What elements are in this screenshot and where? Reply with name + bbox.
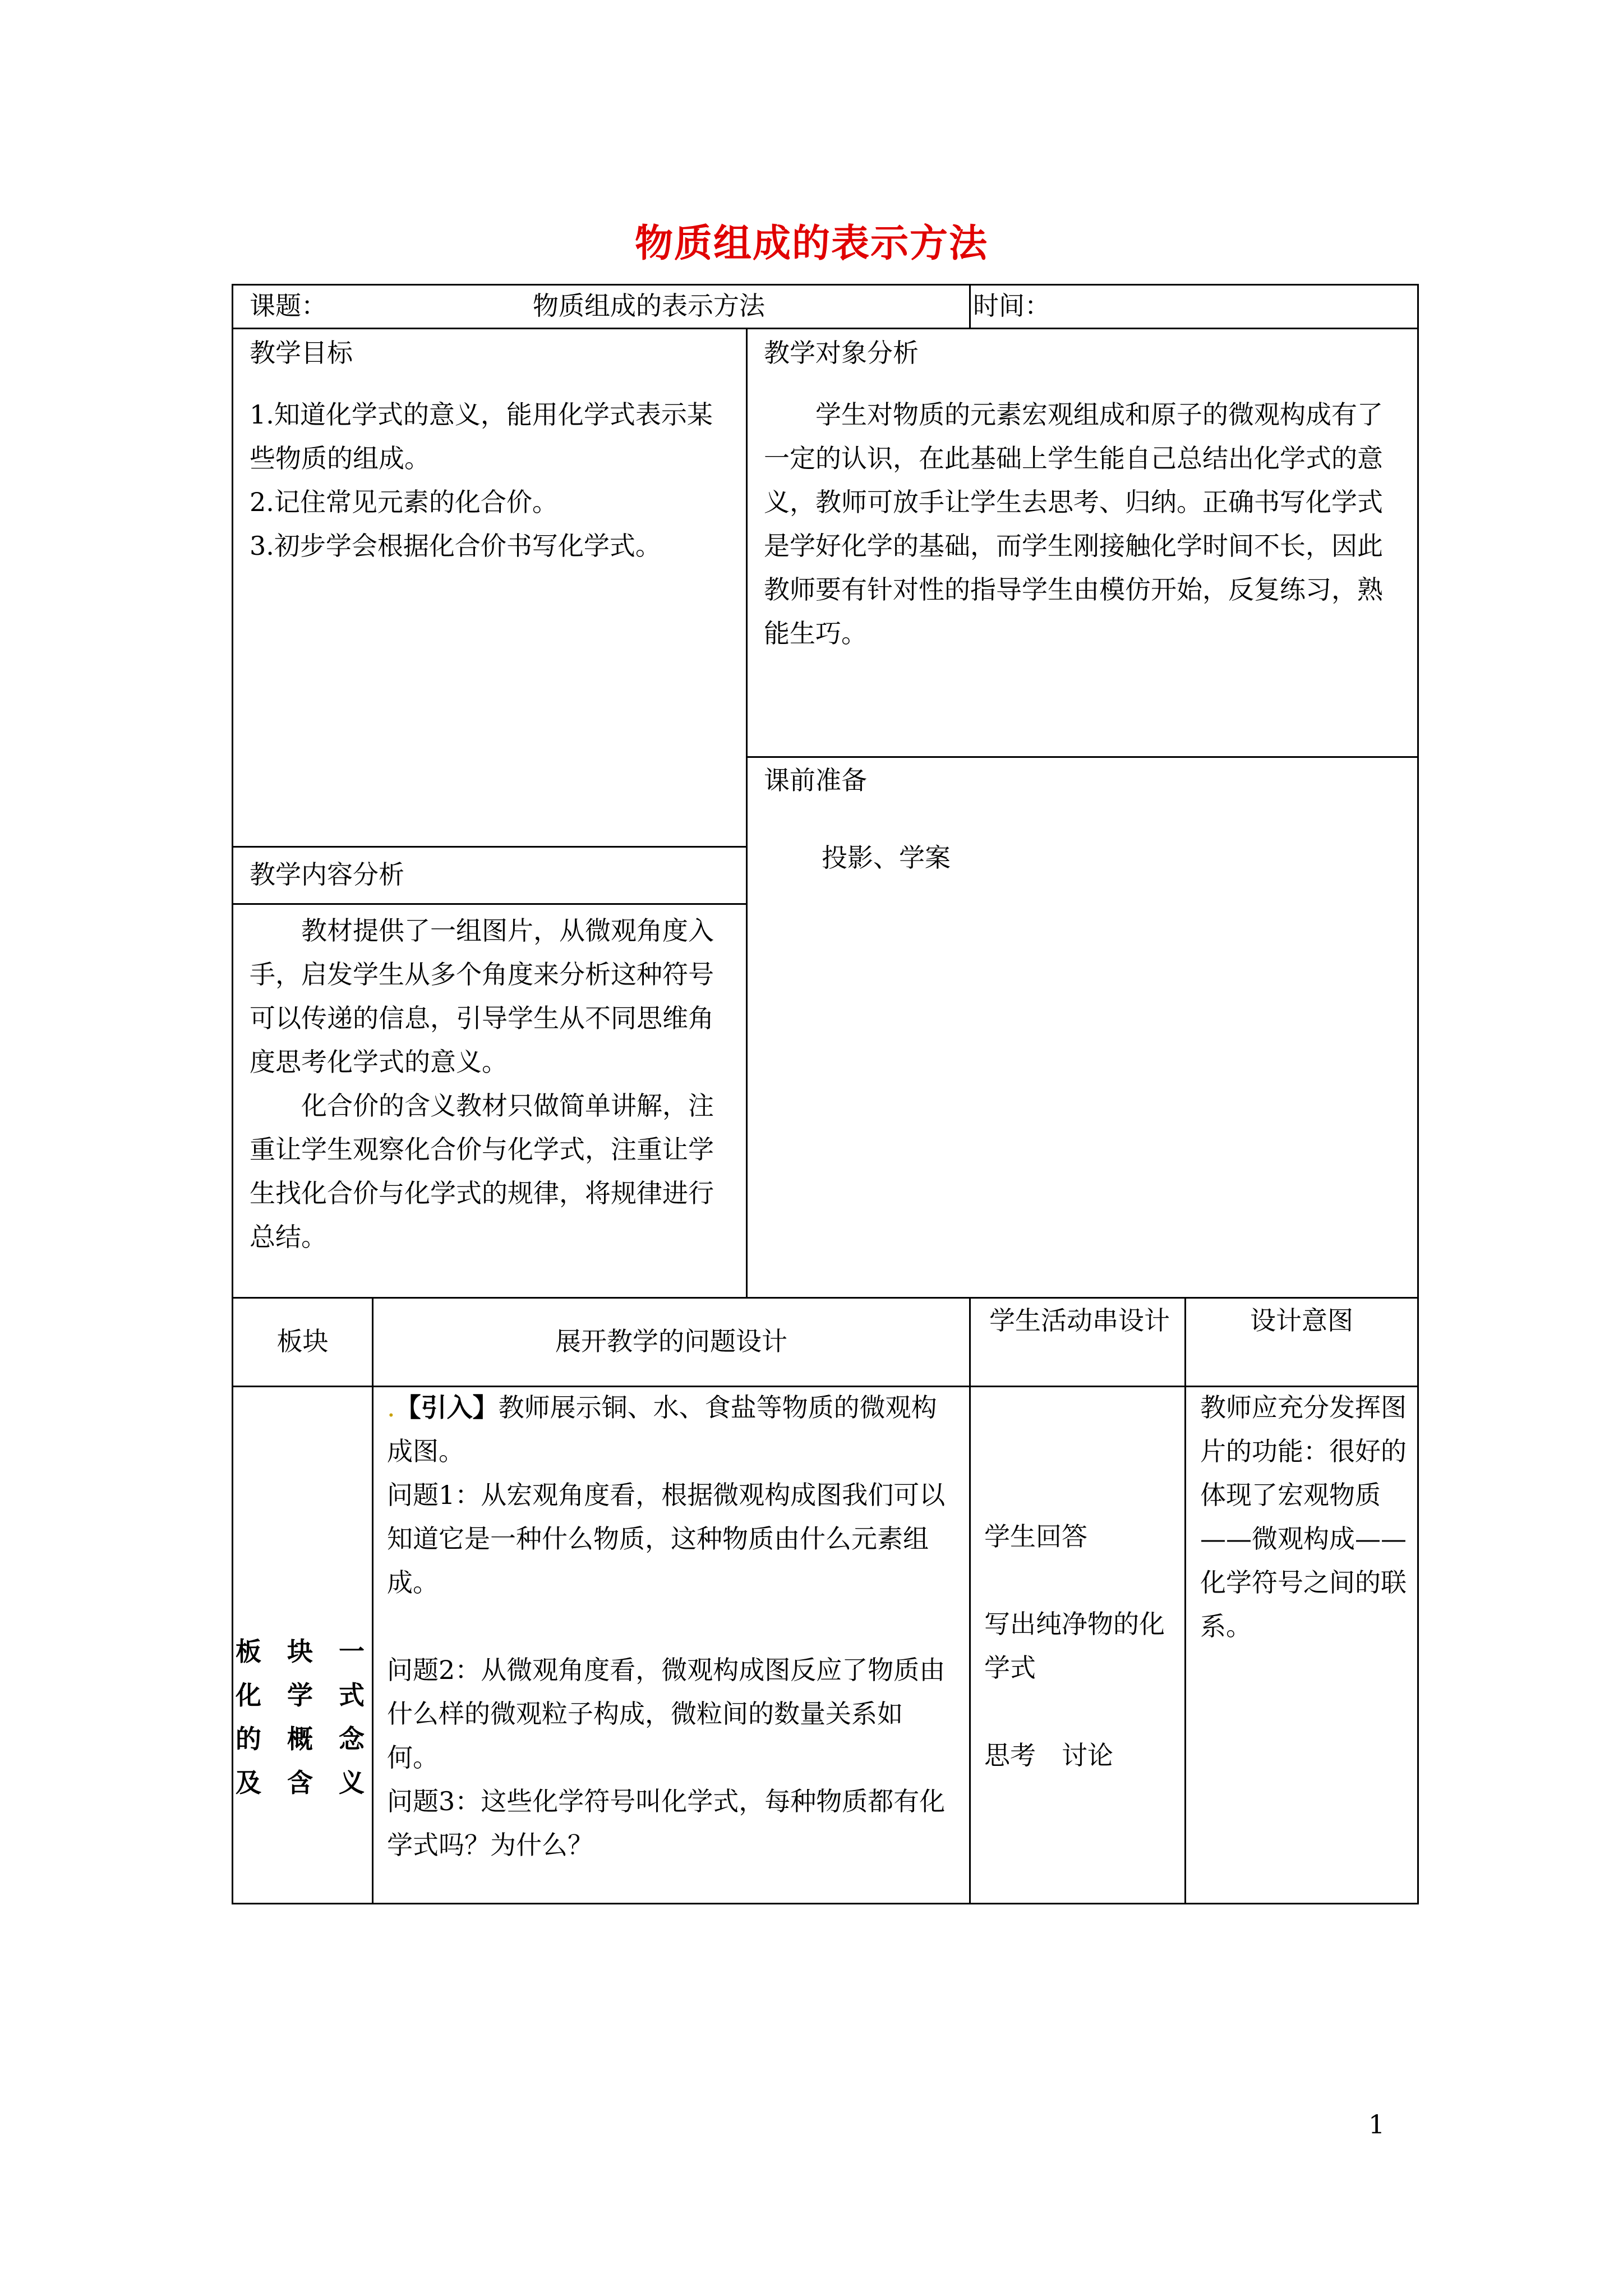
student-analysis-heading: 教学对象分析 <box>764 338 919 368</box>
topic-value: 物质组成的表示方法 <box>533 291 765 321</box>
header-student-activity: 学生活动串设计 <box>989 1305 1170 1336</box>
question-3: 问题3：这些化学符号叫化学式，每种物质都有化学式吗？为什么？ <box>387 1786 946 1860</box>
student-analysis-text: 学生对物质的元素宏观组成和原子的微观构成有了一定的认识，在此基础上学生能自己总结出化学式的意义，教师可放手让学生去思考、归纳。正确书写化学式是学好化学的基础，而学生刚接触化学时间不长，因此教师要有针对性的指导学生由模仿开始，反复练习，熟能生巧。 <box>764 399 1383 648</box>
activity-1: 学生回答 <box>984 1521 1087 1552</box>
content-paragraph: 教材提供了一组图片，从微观角度入手，启发学生从多个角度来分析这种符号可以传递的信息，引导学生从不同思维角度思考化学式的意义。 <box>250 915 714 1077</box>
goal-item: 3.初步学会根据化合价书写化学式。 <box>250 531 661 561</box>
content-paragraph: 化合价的含义教材只做简单讲解，注重让学生观察化合价与化学式，注重让学生找化合价与化学式的规律，将规律进行总结。 <box>250 1091 714 1252</box>
header-design-intent: 设计意图 <box>1250 1305 1353 1336</box>
preparation-heading: 课前准备 <box>764 765 867 795</box>
question-2: 问题2：从微观角度看，微观构成图反应了物质由什么样的微观粒子构成，微粒间的数量关系如何。 <box>387 1655 946 1773</box>
block-one-intent: 教师应充分发挥图片的功能：很好的体现了宏观物质——微观构成——化学符号之间的联系。 <box>1200 1392 1407 1641</box>
block-one-questions <box>387 1386 953 1867</box>
header-block: 板块 <box>276 1326 329 1356</box>
preparation-text: 投影、学案 <box>822 843 951 873</box>
page-number: 1 <box>1368 2109 1385 2139</box>
activity-2: 写出纯净物的化学式 <box>984 1609 1165 1683</box>
block-one-title: 板块一 化学式 的概念 及含义 <box>236 1636 365 1798</box>
teaching-goals-heading: 教学目标 <box>250 338 353 368</box>
time-label: 时间： <box>973 291 1050 321</box>
goal-item: 2.记住常见元素的化合价。 <box>250 487 558 517</box>
teaching-goals-list <box>250 393 737 568</box>
intro-line: .【引入】教师展示铜、水、食盐等物质的微观构成图。 <box>387 1392 937 1466</box>
intro-text: 教师展示铜、水、食盐等物质的微观构成图。 <box>387 1392 937 1466</box>
content-analysis-body <box>250 909 737 1259</box>
document-title: 物质组成的表示方法 <box>634 221 988 266</box>
goal-item: 1.知道化学式的意义，能用化学式表示某些物质的组成。 <box>250 399 713 473</box>
header-question-design: 展开教学的问题设计 <box>555 1326 787 1356</box>
block-one-activities <box>984 1515 1178 1777</box>
topic-label: 课题： <box>250 291 327 321</box>
content-analysis-heading: 教学内容分析 <box>250 859 404 890</box>
intro-tag: 【引入】 <box>395 1392 499 1423</box>
question-1: 问题1：从宏观角度看，根据微观构成图我们可以知道它是一种什么物质，这种物质由什么元素组成。 <box>387 1480 946 1598</box>
activity-3: 思考 讨论 <box>984 1740 1113 1770</box>
